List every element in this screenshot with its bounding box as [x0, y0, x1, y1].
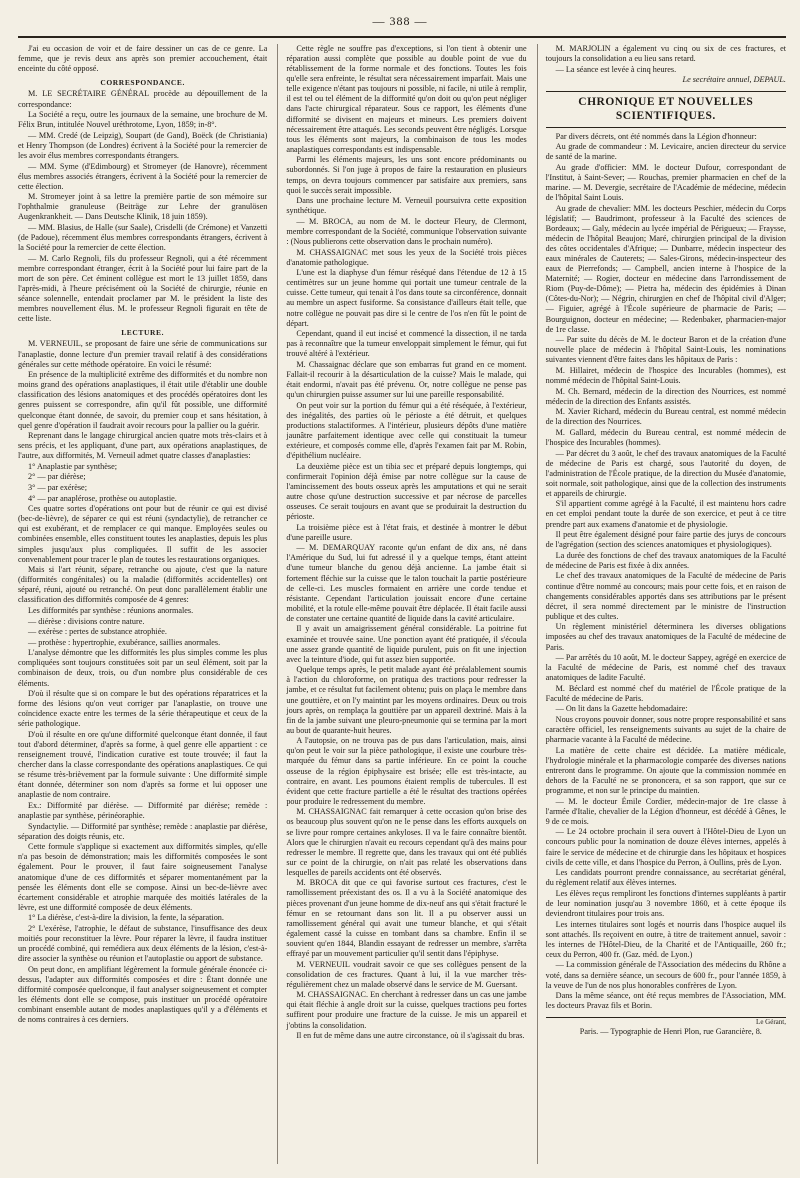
paragraph: A l'autopsie, on ne trouva pas de pus dans l'articulation, mais, ainsi qu'on peut le voir sur la pièce pathologique, il existe une courbure très-marquée du fémur dans sa partie inférieure. En ce point la couche osseuse de la région épiphysaire est brisée; elle est très-intacte, au contraire, en avant. Les poumons étaient remplis de tubercules. Il est évident que cette fracture partielle a été le résultat des tractions opérées pour produire le redressement du membre. — [286, 736, 527, 806]
paragraph: Nous croyons pouvoir donner, sous notre propre responsabilité et sans caractère officiel, les renseignements suivants au sujet de la chaire de pharmacie vacante à la Faculté de médecine. — [545, 715, 786, 745]
paragraph: M. Chassaignac déclare que son embarras fut grand en ce moment. Fallait-il recourir à la désarticulation de la cuisse? Mais le malade, qui était endormi, n'avait pas été prévenu. Or, notre collègue ne pense pas qu'un chirurgien puisse assumer sur lui une pareille responsabilité. — [286, 359, 527, 400]
paragraph: — M. DEMARQUAY raconte qu'un enfant de dix ans, né dans l'Amérique du Sud, lui fut adressé il y a quelque temps, étant atteint d'une tumeur blanche du genou déjà ancienne. La jambe était si fortement fléchie sur la cuisse que le talon touchait la partie postérieure de celle-ci. Les muscles formaient en arrière une corde tendue et résistante. Cependant l'articulation jouissait encore d'une certaine mobilité, et la rotule elle-même pouvait être déplacée. Il était facile aussi de constater une certaine quantité de liquide dans la cavité articulaire. — [286, 543, 527, 623]
list-item: — exérèse : pertes de substance atrophiée. — [28, 627, 167, 637]
paragraph: En présence de la multiplicité extrême des difformités et du nombre non moins grand des opérations anaplastiques, il était utile d'établir une double classification des lésions anatomiques et des procédés opératoires dont les genres puissent se correspondre, afin qu'il fût possible, une difformité quelconque étant donnée, de savoir, du premier coup et sans hésitation, à quel genre d'opération il faudrait avoir recours pour la pallier ou la guérir. — [18, 370, 268, 430]
printer-imprint: Paris. — Typographie de Henri Plon, rue Garancière, 8. — [579, 1027, 762, 1037]
gerant-label: Le Gérant, — [756, 1018, 786, 1027]
list-item: 4° — par anaplérose, prothèse ou autoplastie. — [28, 493, 177, 503]
chronique-title: CHRONIQUE ET NOUVELLES SCIENTIFIQUES. — [546, 91, 786, 127]
paragraph: Ces quatre sortes d'opérations ont pour but de réunir ce qui est divisé (bec-de-lièvre), de séparer ce qui est réuni (syndactylie), de retrancher ce qui est exubérant, et de remplacer ce qui manque. Employées seules ou combinées ensemble, elles constituent toutes les anaplasties, depuis les plus simples jusqu'aux plus compliquées. Il suffit de les associer convenablement pour tracer le plan de toutes les restaurations organiques. — [18, 504, 268, 564]
paragraph: L'analyse démontre que les difformités les plus simples comme les plus compliquées sont toujours constituées soit par un seul élément, soit par la combinaison de deux, trois, ou d'un nombre plus considérable de ces éléments. — [18, 648, 268, 688]
paragraph: — M. le docteur Émile Cordier, médecin-major de 1re classe à l'armée d'Italie, chevalier de la Légion d'honneur, est décédé à Gênes, le 9 de ce mois. — [545, 796, 786, 826]
paragraph: — Par arrêtés du 10 août, M. le docteur Sappey, agrégé en exercice de la Faculté de médecine de Paris, est nommé chef des travaux anatomiques de ladite Faculté. — [545, 653, 786, 683]
paragraph: M. VERNEUIL voudrait savoir ce que ses collègues pensent de la consolidation de ces fractures. Quant à lui, il la vue marcher très-régulièrement chez un malade observé dans le service de M. Guersant. — [286, 959, 527, 989]
paragraph: M. Béclard est nommé chef du matériel de l'École pratique de la Faculté de médecine de Paris. — [545, 683, 786, 703]
paragraph: J'ai eu occasion de voir et de faire dessiner un cas de ce genre. La femme, que je revis deux ans après son premier accouchement, était enceinte du côté opposé. — [18, 44, 268, 74]
paragraph: Les difformités par synthèse : réunions anormales. — [28, 606, 194, 615]
paragraph: M. Ch. Bernard, médecin de la direction des Nourrices, est nommé médecin de la direction des Enfants assistés. — [545, 386, 786, 406]
page-number: — 388 — — [372, 14, 428, 28]
paragraph: Dans la même séance, ont été reçus membres de l'Association, MM. les docteurs Pravaz fils et Borin. — [545, 991, 786, 1011]
paragraph: La deuxième pièce est un tibia sec et préparé depuis longtemps, qui confirmerait l'opinion déjà émise par notre collègue sur la cause de l'amincissement des bouts osseux après les amputations et qui ne serait autre chose qu'une destruction successive et par nécrose de parcelles osseuses. Ce serait toujours en avant que se produirait la destruction du périoste. — [286, 461, 527, 522]
paragraph: M. LE SECRÉTAIRE GÉNÉRAL procède au dépouillement de la correspondance: — [18, 89, 268, 109]
paragraph: D'où il résulte en ore qu'une difformité quelconque étant donnée, il faut tout d'abord déterminer, d'après sa forme, à quel genre elle appartient : ce renseignement trouvé, l'indication curative est toute trouvée; il faut la chercher dans la classe correspondante des opérations anaplastiques. Ce qui se résume très-brièvement par la formule suivante : Une difformité simple étant donnée, déterminer son nom d'après sa forme et lui opposer une anaplastie de nom contraire. — [18, 729, 268, 800]
paragraph: — La commission générale de l'Association des médecins du Rhône a voté, dans sa dernière séance, un secours de 600 fr., pour l'année 1859, à la veuve de l'un de nos plus honorables confrères de Lyon. — [545, 960, 786, 990]
paragraph: M. Hillairet, médecin de l'hospice des Incurables (hommes), est nommé médecin de l'hôpital Saint-Louis. — [545, 365, 786, 385]
paragraph: Il y avait un amaigrissement général considérable. La poitrine fut examinée et trouvée saine. Une ponction ayant été pratiquée, il s'écoula une assez grande quantité de liquide purulent, puis on fit une injection avec la teinture d'iode, qui fut assez bien supportée. — [286, 624, 527, 664]
list-item: 2° — par diérèse; — [28, 472, 86, 482]
paragraph: La durée des fonctions de chef des travaux anatomiques de la Faculté de médecine de Paris est fixée à dix années. — [545, 550, 786, 570]
paragraph: Par divers décrets, ont été nommés dans la Légion d'honneur: — [555, 131, 757, 141]
paragraph: — MM. Blasius, de Halle (sur Saale), Crisdelli (de Crémone) et Vanzetti (de Padoue), récemment élus membres correspondants étrangers, écrivent à la Société pour la remercier de cette élection. — [18, 222, 268, 253]
paragraph: M. CHASSAIGNAC met sous les yeux de la Société trois pièces d'anatomie pathologique. — [286, 247, 527, 267]
paragraph: — On lit dans la Gazette hebdomadaire: — [555, 704, 688, 714]
section-heading: CORRESPONDANCE. — [100, 78, 185, 88]
paragraph: M. CHASSAIGNAC. En cherchant à redresser dans un cas une jambe qui était fléchie à angle droit sur la cuisse, quelques tractions peu fortes suffirent pour produire une fracture de la cuisse. Je mis un appareil et j'obtins la consolidation. — [286, 990, 527, 1030]
paragraph: — M. BROCA, au nom de M. le docteur Fleury, de Clermont, membre correspondant de la Société, communique l'observation suivante : (Nous publierons cette observation dans le prochain numéro). — [286, 216, 527, 246]
paragraph: Dans une prochaine lecture M. Verneuil poursuivra cette exposition synthétique. — [286, 196, 527, 216]
paragraph: La Société a reçu, outre les journaux de la semaine, une brochure de M. Félix Brun, intitulée Nouvel uréthrotome, Lyon, 1859; in-8°. — [18, 110, 268, 130]
paragraph: — M. Carlo Regnoli, fils du professeur Regnoli, qui a été récemment membre correspondant étranger, écrit à la Société pour lui faire part de la mort de son père. Cet éminent collègue est mort le 13 juillet 1859, dans l'après-midi, à l'heure précisément où la Société de chirurgie, réunie en séance solennelle, entendait proclamer par M. le président la liste des membres nouvellement élus. M. le professeur Regnoli figurait en tête de cette liste. — [18, 253, 268, 324]
paragraph: S'il appartient comme agrégé à la Faculté, il est maintenu hors cadre en cet emploi pendant toute la durée de son exercice, et peut à ce titre prendre part aux examens d'anatomie et de physiologie. — [545, 499, 786, 529]
paragraph: — La séance est levée à cinq heures. — [555, 64, 677, 74]
paragraph: Cette formule s'applique si exactement aux difformités simples, qu'elle n'a pas besoin de démonstration; mais les difformités composées le sont également. Pour le prouver, il faut faire soigneusement l'analyse anatomique d'une de ces difformités et séparer momentanément par la pensée les éléments dont elle se compose. Ainsi un bec-de-lièvre avec écartement considérable et atrophie marquée des moitiés latérales de la lèvre, est une difformité composée de deux éléments. — [18, 842, 268, 912]
paragraph: — MM. Credé (de Leipzig), Soupart (de Gand), Boëck (de Christiania) et Henry Thompson (de Londres) écrivent à la Société pour la remercier de les avoir élus membres correspondants étrangers. — [18, 130, 268, 160]
paragraph: Au grade de chevalier: MM. les docteurs Peschier, médecin du Corps législatif; — Baudrimont, professeur à la Faculté des sciences de Bordeaux; — Galy, médecin au lycée impérial de Périgueux; — Fraysse, médecin de l'hôpital Beaujon; Maré, chirurgien principal de la division des côtes occidentales d'Afrique; — Dunbarre, médecin inspecteur des eaux minérales de Cauterets; — Sales-Girons, médecin-inspecteur des eaux de Pierrefonds; — Campbell, ancien interne à l'hospice de la Maternité; — Rogier, docteur en médecine dans l'arrondissement de Riom (Puy-de-Dôme); — Pietra ha, médecin des épidémies à Dinan (Côtes-du-Nor); — Négrin, chirurgien en chef de l'hôpital civil d'Alger; — Figuier, agrégé à l'École supérieure de pharmacie de Paris; — Bourguignon, docteur en médecine; — Redenbaker, pharmacien-major de 1re classe. — [545, 203, 786, 334]
paragraph: Il en fut de même dans une autre circonstance, où il s'agissait du bras. — [296, 1031, 525, 1041]
list-item: 1° Anaplastie par synthèse; — [28, 461, 117, 471]
paragraph: M. CHASSAIGNAC fait remarquer à cette occasion qu'on brise des os beaucoup plus souvent qu'on ne le pense dans les efforts auxquels on se livre pour rompre certaines ankyloses. Il va le faire connaître bientôt. Alors que le chirurgien n'avait eu recours cependant qu'à des mains pour redresser le membre. Il regrette que, dans les travaux qui ont été publiés sur ce point de la chirurgie, on n'ait pas relaté les observations dans lesquelles de pareils accidents ont été observés. — [286, 807, 527, 877]
paragraph: M. VERNEUIL, se proposant de faire une série de communications sur l'anaplastie, donne lecture d'un premier travail relatif à des considérations générales sur cette méthode opératoire. En voici le résumé: — [18, 339, 268, 369]
header-rule — [18, 36, 786, 38]
paragraph: Syndactylie. — Difformité par synthèse; remède : anaplastie par diérèse, séparation des doigts réunis, etc. — [18, 821, 268, 841]
paragraph: — MM. Syme (d'Edimbourg) et Stromeyer (de Hanovre), récemment élus membres associés étrangers, écrivent à la Société pour la remercier de cette élection. — [18, 161, 268, 191]
paragraph: Un règlement ministériel déterminera les diverses obligations imposées au chef des travaux anatomiques de la Faculté de médecine de Paris. — [545, 622, 786, 652]
paragraph: Au grade de commandeur : M. Levicaire, ancien directeur du service de santé de la marine. — [545, 142, 786, 162]
paragraph: Cependant, quand il eut incisé et commencé la dissection, il ne tarda pas à reconnaître que la tumeur enveloppait simplement le fémur, qui fut trouvé altéré à l'extérieur. — [286, 329, 527, 359]
paragraph: On peut voir sur la portion du fémur qui a été réséquée, à l'extérieur, des inégalités, des parties où le périoste a été détruit, et quelques productions stalactiformes. A l'intérieur, plusieurs dépôts d'une matière jaunâtre parfaitement identique avec celle qui constituait la tumeur extérieure, et composés comme elle, d'après l'examen fait par M. Robin, d'épithélium nucléaire. — [286, 400, 527, 461]
paragraph: Au grade d'officier: MM. le docteur Dufour, correspondant de l'Institut, à Saint-Sever; — Rouchas, premier pharmacien en chef de la marine. — M. Devergie, secrétaire de l'Académie de médecine, médecin de l'hôpital Saint Louis. — [545, 162, 786, 203]
paragraph: Les élèves reçus rempliront les fonctions d'internes suppléants à partir de leur nomination jusqu'au 3 novembre 1860, et à cette époque ils deviendront titulaires pour trois ans. — [545, 888, 786, 919]
paragraph: La troisième pièce est à l'état frais, et destinée à montrer le début d'une pareille usure. — [286, 522, 527, 542]
column-middle — [277, 44, 526, 1164]
paragraph: M. Xavier Richard, médecin du Bureau central, est nommé médecin de la direction des Nourrices. — [545, 407, 786, 427]
list-item: — diérèse : divisions contre nature. — [28, 616, 145, 626]
paragraph: Les candidats pourront prendre connaissance, au secrétariat général, du règlement relatif aux élèves internes. — [545, 868, 786, 888]
secretary-signature: Le secrétaire annuel, DEPAUL. — [682, 75, 786, 85]
paragraph: Ex.: Difformité par diérèse. — Difformité par diérèse; remède : anaplastie par synthèse, périnéoraphie. — [18, 800, 268, 821]
paragraph: Il peut être également désigné pour faire partie des jurys de concours de l'agrégation (section des sciences anatomiques et physiologiques). — [545, 530, 786, 550]
paragraph: Quelque temps après, le petit malade ayant été préalablement soumis à l'action du chloroforme, on pratiqua des tractions pour redresser la jambe, et ce résultat fut facilement obtenu; puis on plaça le membre dans une gouttière, et on l'y maintint par les moyens ordinaires. Deux ou trois jours après, on remplaça la gouttière par un appareil dextriné. Mais à la fin de la jambe suivant une pleuro-pneumonie qui se termina par la mort au bout de quarante-huit heures. — [286, 665, 527, 735]
paragraph: La matière de cette chaire est décidée. La matière médicale, l'hydrologie minérale et la pharmacologie comparée des diverses nations entreront dans le programme. On ajoute que la commission nommée en dehors de la Faculté ne se prononcera, et sa son rapport, que sur ce programme, et non sur le principe du maintien. — [545, 745, 786, 796]
paragraph: — Par décret du 3 août, le chef des travaux anatomiques de la Faculté de médecine de Paris est chargé, sous l'autorité du doyen, de l'administration de l'École pratique, de la direction du Musée d'anatomie, soit normale, soit pathologique, ainsi que de la collection des instruments et appareils de chirurgie. — [545, 448, 786, 498]
list-item: — prothèse : hypertrophie, exubérance, saillies anormales. — [28, 637, 221, 647]
column-right — [537, 44, 786, 1164]
paragraph: M. BROCA dit que ce qui favorise surtout ces fractures, c'est le ramollissement préexistant des os. Il a vu à la Société anatomique des pièces provenant d'un jeune homme de dix-neuf ans qui s'était fracturé le fémur en se retournant dans son lit. Il a pu observer aussi un ramollissement général qui avait une tumeur blanche, et qui s'était également cassé la cuisse en tombant dans sa chambre. Enfin il se souvient qu'en 1844, Blandin essayant de redresser un membre, s'arrêta effrayé par un mouvement particulier qu'il sentit dans l'épiphyse. — [286, 878, 527, 958]
paragraph: D'où il résulte que si on compare le but des opérations réparatrices et la forme des lésions qu'on veut corriger par l'anaplastie, on trouve une coïncidence exacte entre les termes de la série thérapeutique et ceux de la série pathologique. — [18, 689, 268, 729]
column-left — [18, 44, 267, 1164]
paragraph: Le chef des travaux anatomiques de la Faculté de médecine de Paris continue d'être nommé au concours; mais pour cette fois, et en raison de changements considérables apportés dans ses attributions par le présent décret, il sera nommé directement par le ministre de l'instruction publique et des cultes. — [545, 571, 786, 621]
paragraph: Reprenant dans le langage chirurgical ancien quatre mots très-clairs et à sens précis, et les appliquant, d'une part, aux opérations anaplastiques, de l'autre, aux difformités, M. Verneuil admet quatre classes d'anaplasties: — [18, 431, 268, 461]
list-item: 3° — par exérèse; — [28, 483, 87, 493]
paragraph: Les internes titulaires sont logés et nourris dans l'hospice auquel ils sont attachés. Ils reçoivent en outre, à titre de traitement annuel, savoir : les internes de l'Hôtel-Dieu, de la Charité et de l'Antiquaille, 260 fr.; ceux du Perron, 400 fr. (Gaz. méd. de Lyon.) — [545, 919, 786, 959]
paragraph: On peut donc, en amplifiant légèrement la formule générale énoncée ci-dessus, l'adapter aux difformités composées et dire : Étant donnée une difformité composée quelconque, il faut analyser soigneusement et compter les éléments dont elle se compose, puis instituer un procédé opératoire combinant ensemble autant de modes anaplastiques qu'il y a d'éléments et de noms contraires à ces derniers. — [18, 964, 268, 1025]
paragraph: — Le 24 octobre prochain il sera ouvert à l'Hôtel-Dieu de Lyon un concours public pour la nomination de douze élèves internes, appelés à faire le service de médecine et de chirurgie dans les hôpitaux et hospices civils de cette ville, et dans l'hospice du Perron, à Oullins, près de Lyon. — [545, 827, 786, 867]
paragraph: 1° La diérèse, c'est-à-dire la division, la fente, la séparation. — [28, 913, 224, 923]
paragraph: Parmi les éléments majeurs, les uns sont encore prédominants ou subordonnés. Si l'on juge à propos de faire la restauration en plusieurs temps, on devra toujours commencer par satisfaire aux premiers, sans quoi le succès serait impossible. — [286, 155, 527, 195]
text-columns — [18, 44, 786, 1164]
paragraph: L'une est la diaphyse d'un fémur réséqué dans l'étendue de 12 à 15 centimètres sur un jeune homme qui portait une tumeur centrale de la cuisse. Cette tumeur, qui tenait à l'os dans toute sa circonférence, donnait au membre un aspect fusiforme. Sa consistance d'ailleurs était telle, que notre collègue ne pouvait pas dire si le centre de l'os n'en fût le point de départ. — [286, 268, 527, 328]
paragraph: M. MARJOLIN a également vu cinq ou six de ces fractures, et toujours la consolidation a eu lieu sans retard. — [545, 44, 786, 64]
section-heading: LECTURE. — [121, 328, 165, 338]
paragraph: Cette règle ne souffre pas d'exceptions, si l'on tient à obtenir une réparation aussi complète que possible au double point de vue du rétablissement de la forme normale et des fonctions. Toutes les fois qu'elle sera enfreinte, le résultat sera nécessairement imparfait. Mais une telle exigence n'étant pas toujours ni possible, ni facile, ni utile à remplir, il est tel ou tel élément de la difformité qu'on doit ou qu'on peut négliger dans l'acte chirurgical réparateur. Sous ce rapport, les éléments d'une difformité se divisent en majeurs et mineurs. Les premiers doivent nécessairement être attaqués. Les seconds peuvent être négligés. Lorsque tous les éléments sont majeurs, la combinaison de tous les modes anaplastiques correspondants est indispensable. — [286, 44, 527, 154]
paragraph: — Par suite du décès de M. le docteur Baron et de la création d'une nouvelle place de médecin à l'hôpital Saint-Louis, les nominations suivantes viennent d'être faites dans les hôpitaux de Paris : — [545, 335, 786, 365]
paragraph: M. Stromeyer joint à sa lettre la première partie de son mémoire sur l'ophthalmie granuleuse (Beiträge zur Lehre der granulösen Augenkrankheit. — Dans Deutsche Klinik, 18 juin 1859). — [18, 192, 268, 222]
paragraph: 2° L'exérèse, l'atrophie, le défaut de substance, l'insuffisance des deux moitiés pour reconstituer la lèvre. Pour réparer la lèvre, il faudra instituer un procédé combiné, qui remédiera aux deux éléments de la lésion, c'est-à-dire associer la synthèse ou réunion et l'autoplastie ou apport de substance. — [18, 923, 268, 964]
paragraph: Mais si l'art réunit, sépare, retranche ou ajoute, c'est que la nature (difformités congénitales) ou la maladie (difformités accidentelles) ont séparé, réuni, ajouté ou retranché. On peut donc parallèlement établir une classification des difformités composée de 4 genres: — [18, 565, 268, 605]
paragraph: M. Gallard, médecin du Bureau central, est nommé médecin de l'hospice des Incurables (hommes). — [545, 427, 786, 447]
